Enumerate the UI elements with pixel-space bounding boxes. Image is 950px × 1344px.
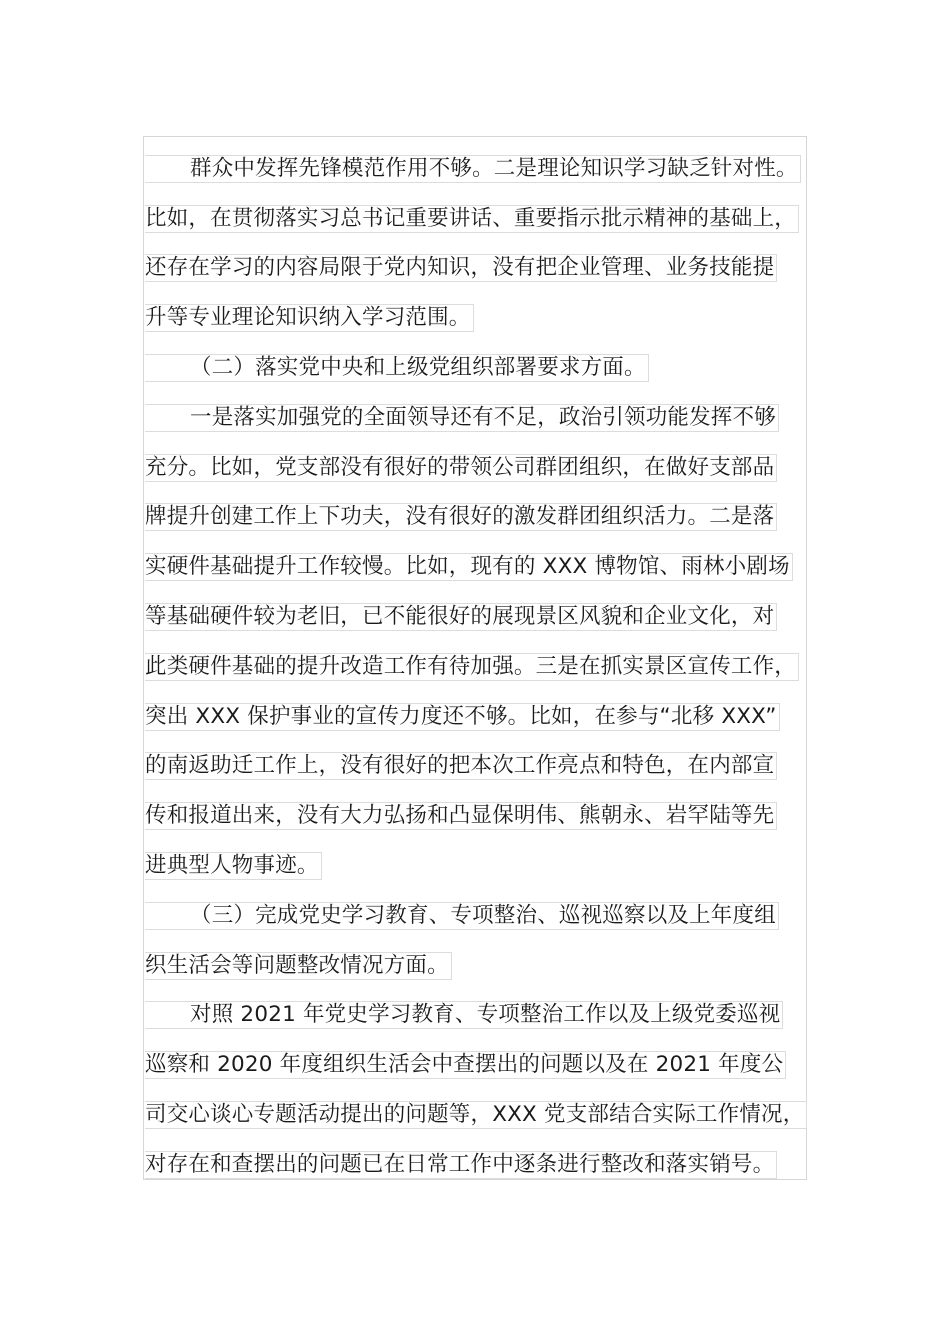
line-text: 的南返助迁工作上，没有很好的把本次工作亮点和特色，在内部宣: [145, 752, 777, 780]
text-line: [145, 784, 845, 834]
text-line: [145, 585, 845, 635]
line-text: 对存在和查摆出的问题已在日常工作中逐条进行整改和落实销号。: [145, 1151, 777, 1179]
line-text: 此类硬件基础的提升改造工作有待加强。三是在抓实景区宣传工作，: [145, 653, 799, 681]
line-text: 巡察和 2020 年度组织生活会中查摆出的问题以及在 2021 年度公: [145, 1051, 786, 1079]
line-text: 升等专业理论知识纳入学习范围。: [145, 304, 474, 332]
line-text: 牌提升创建工作上下功夫，没有很好的激发群团组织活力。二是落: [145, 503, 777, 531]
line-text: （二）落实党中央和上级党组织部署要求方面。: [145, 354, 649, 382]
text-line: [145, 934, 845, 984]
line-text: 对照 2021 年党史学习教育、专项整治工作以及上级党委巡视: [145, 1001, 783, 1029]
line-text: 实硬件基础提升工作较慢。比如，现有的 XXX 博物馆、雨林小剧场: [145, 553, 793, 581]
line-text: 一是落实加强党的全面领导还有不足，政治引领功能发挥不够: [145, 404, 779, 432]
line-text: 比如，在贯彻落实习总书记重要讲话、重要指示批示精神的基础上，: [145, 205, 799, 233]
text-line: [145, 685, 845, 735]
text-line: [145, 635, 845, 685]
text-line: [145, 984, 845, 1034]
line-text: 群众中发挥先锋模范作用不够。二是理论知识学习缺乏针对性。: [145, 155, 801, 183]
text-line: [145, 486, 845, 536]
text-line: [145, 386, 845, 436]
text-line: [145, 735, 845, 785]
text-line: [145, 1133, 845, 1183]
document-body: [145, 137, 845, 1183]
text-line: [145, 834, 845, 884]
line-text: 充分。比如，党支部没有很好的带领公司群团组织，在做好支部品: [145, 454, 777, 482]
line-text: 还存在学习的内容局限于党内知识，没有把企业管理、业务技能提: [145, 254, 777, 282]
text-line: [145, 1083, 845, 1133]
line-text: 传和报道出来，没有大力弘扬和凸显保明伟、熊朝永、岩罕陆等先: [145, 802, 777, 830]
text-line: [145, 336, 845, 386]
text-line: [145, 1033, 845, 1083]
line-text: 等基础硬件较为老旧，已不能很好的展现景区风貌和企业文化，对: [145, 603, 777, 631]
text-line: [145, 237, 845, 287]
line-text: 突出 XXX 保护事业的宣传力度还不够。比如，在参与“北移 XXX”: [145, 703, 780, 731]
line-text: 司交心谈心专题活动提出的问题等，XXX 党支部结合实际工作情况，: [145, 1101, 807, 1129]
line-text: 进典型人物事迹。: [145, 852, 322, 880]
text-line: [145, 187, 845, 237]
text-line: [145, 535, 845, 585]
text-line: [145, 884, 845, 934]
text-line: [145, 286, 845, 336]
line-text: （三）完成党史学习教育、专项整治、巡视巡察以及上年度组: [145, 902, 779, 930]
text-line: [145, 137, 845, 187]
line-text: 织生活会等问题整改情况方面。: [145, 952, 452, 980]
text-line: [145, 436, 845, 486]
